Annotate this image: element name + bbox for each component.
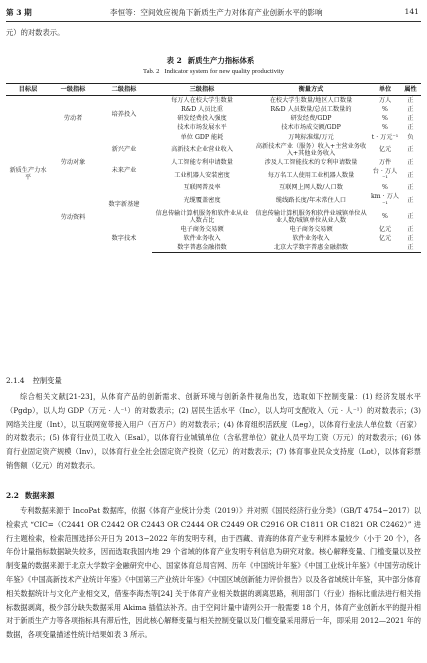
- attribute-cell: 正: [407, 124, 414, 132]
- unit-cell: t · 万元⁻¹: [371, 133, 399, 141]
- section-heading-2-2: [6, 490, 54, 501]
- page-number: 141: [404, 7, 419, 16]
- unit-cell: 万件: [378, 158, 392, 166]
- unit-cell: %: [382, 115, 388, 123]
- section-heading-2-1-4: [6, 376, 62, 386]
- section-number: 2.1.4: [6, 376, 25, 385]
- table-caption-en: [0, 68, 427, 75]
- table-row: [6, 96, 421, 106]
- unit-cell: %: [382, 106, 388, 114]
- unit-cell: %: [382, 124, 388, 132]
- measure-cell: 在校大学生数量/地区人口数量: [269, 97, 353, 104]
- level3-cell: 高新技术企业营业收入: [171, 146, 233, 154]
- level3-cell: 工业机器人安装密度: [174, 171, 230, 179]
- unit-cell: 亿元: [378, 146, 392, 154]
- header-attribute: 属性: [400, 84, 421, 96]
- measure-cell: 电子商务交易额: [289, 225, 333, 233]
- header-level3: 三级指标: [152, 84, 252, 96]
- level2-cell: [96, 133, 152, 142]
- measure-cell: 每万名工人使用工业机器人数量: [267, 171, 355, 179]
- measure-cell: 涉及人工智能技术的专利申请数量: [264, 158, 358, 166]
- level1-cell: 劳动者: [63, 115, 83, 123]
- unit-cell: %: [382, 184, 388, 192]
- paragraph-data-sources: 专利数据来源于 IncoPat 数据库，依据《体育产业统计分类（2019）》并对照《国民经济行业分类》（GB/T 4754−2017）以检索式 “CIC=（C2441 OR C2442 OR C2443 OR C2444 OR C2449 OR C2916 OR C1811 OR C1821 OR C2462）” 进行主题检索，检索范围选择公开日为 2013−2022 年的发明专利，由于西藏、青海的体育产业专利样本量较少（小于 20 个），各年份计量指标数据缺失较多，因而选取我国内地 29 个省域的体育产业发明专利信息为研究对象。核心解释变量、门槛变量以及控制变量的数据来源于北京大学数字金融研究中心、国家体育总局官网、历年《中国统计年鉴》《中国工业统计年鉴》《中国劳动统计年鉴》《中国高新技术产业统计年鉴》《中国第三产业统计年鉴》《中国区域创新能力评价报告》以及各省域统计年鉴，其中部分体育相关数据统计与文化产业相交叉，借鉴李海杰等[24] 关于体育产业相关数据的剥离思路，利用部门（行业）指标比重法进行相关指标数据剥离，极少部分缺失数据采用 Akima 插值法补齐。由于空间计量中请列公开一般需要 18 个月，体育产业创新水平的提升相对于新质生产力等各项指标具有滞后性，因此核心解释变量与相关控制变量以及门槛变量采用滞后一年，即采用 2012—2021 年的数据，各项变量描述性统计结果如表 3 所示。: [6, 506, 421, 640]
- table-body: [6, 96, 421, 253]
- unit-cell: 台 · 万人⁻¹: [372, 168, 398, 183]
- level2-cell: 培养投入: [111, 110, 137, 118]
- table-label-en: Tab. 2: [143, 68, 160, 75]
- table-caption-cn: [0, 55, 427, 66]
- header-unit: 单位: [370, 84, 400, 96]
- level3-cell: 研发经费投入强度: [177, 115, 227, 123]
- attribute-cell: 正: [407, 196, 414, 204]
- attribute-cell: 正: [407, 106, 414, 114]
- level3-cell: 数字普惠金融指数: [152, 243, 252, 253]
- level3-cell: 信息传输计算机服务和软件业从业人数占比: [155, 209, 249, 224]
- measure-cell: 北京大学数字普惠金融指数: [252, 243, 370, 253]
- level3-cell: 人工智能专利申请数量: [171, 158, 233, 166]
- section-number: 2.2: [6, 491, 19, 500]
- unit-cell: %: [382, 213, 388, 221]
- attribute-cell: 正: [407, 225, 414, 233]
- measure-cell: 信息传输计算机服务和软件业城镇单位从业人数/城镇单位从业人数: [255, 209, 367, 224]
- unit-cell: 万人: [378, 97, 392, 104]
- measure-cell: 高新技术产业（服务）收入+主营业务收入+其他业务收入: [255, 142, 367, 157]
- level1-cell: 劳动资料: [60, 214, 86, 222]
- attribute-cell: 正: [407, 146, 414, 154]
- level1-cell: 劳动对象: [60, 158, 86, 166]
- header-rule: [6, 21, 421, 22]
- unit-cell: km · 万人⁻¹: [371, 193, 399, 208]
- table-label-cn: 表 2: [166, 56, 182, 65]
- measure-cell: 缆线路长度/年末常住人口: [275, 196, 347, 204]
- attribute-cell: 正: [407, 97, 414, 104]
- unit-cell: [370, 243, 400, 253]
- attribute-cell: 负: [407, 133, 414, 141]
- level3-cell: R&D 人员比重: [181, 106, 223, 114]
- running-header: [6, 7, 421, 20]
- level3-cell: 软件业务收入: [183, 235, 221, 242]
- measure-cell: 互联网上网人数/人口数: [279, 184, 343, 192]
- target-layer-cell: 新质生产力水平: [9, 167, 47, 182]
- attribute-cell: 正: [407, 184, 414, 192]
- unit-cell: 亿元: [378, 235, 392, 242]
- level3-cell: 光缆覆盖密度: [183, 196, 221, 204]
- header-level2: 二级指标: [96, 84, 152, 96]
- attribute-cell: 正: [407, 171, 414, 179]
- attribute-cell: 正: [407, 235, 414, 242]
- unit-cell: 亿元: [378, 225, 392, 233]
- measure-cell: 研发经费/GDP: [290, 115, 332, 123]
- paragraph-control-variables: 综合相关文献[21-23]，从体育产品的创新需求、创新环境与创新条件视角出发，选取如下控制变量：(1) 经济发展水平（Pgdp），以人均 GDP（万元 · 人⁻¹）的对数表示；(2) 居民生活水平（Inc），以人均可支配收入（元 · 人⁻¹）的对数表示；(3) 网络关注度（Int），以互联网宽带接入用户（百万户）的对数表示；(4) 体育组织活跃度（Leg），以体育行业法人单位数（百家）的对数表示；(5) 体育行业员工收入（Esal），以体育行业城镇单位（含私营单位）就业人员平均工资（万元）的对数表示；(6) 体育行业固定资产规模（Inv），以体育行业全社会固定资产投资（亿元）的对数表示；(7) 体育事业民众支持度（Lot），以体育彩票销售额（亿元）的对数表示。: [6, 392, 421, 470]
- header-measure: 衡量方式: [252, 84, 370, 96]
- issue-number: 第 3 期: [6, 8, 32, 17]
- measure-cell: 万吨标准煤/万元: [288, 133, 334, 141]
- table-title-en: Indicator system for new quality productivity: [164, 68, 284, 75]
- header-level1: 一级指标: [50, 84, 96, 96]
- level3-cell: 每万人在校大学生数量: [171, 97, 233, 104]
- table-title-cn: 新质生产力指标体系: [187, 56, 255, 65]
- measure-cell: 技术市场成交额/GDP: [281, 124, 341, 132]
- attribute-cell: 正: [407, 115, 414, 123]
- level2-cell: 数字技术: [111, 235, 137, 243]
- attribute-cell: 正: [407, 213, 414, 221]
- table-header-row: [6, 84, 421, 96]
- running-title: 李恒等：空间效应视角下新质生产力对体育产业创新水平的影响: [110, 8, 323, 17]
- header-target: 目标层: [6, 84, 50, 96]
- level2-cell: 数字新基建: [108, 200, 140, 208]
- section-title: 数据来源: [24, 491, 55, 500]
- table-row: [6, 183, 421, 192]
- section-title: 控制变量: [32, 376, 62, 385]
- indicator-table: [6, 83, 421, 253]
- level3-cell: 技术市场发展水平: [177, 124, 227, 132]
- measure-cell: R&D 人员数量/总员工数量的: [270, 106, 352, 114]
- attribute-cell: 正: [407, 158, 414, 166]
- level3-cell: 单位 GDP 能耗: [180, 133, 224, 141]
- measure-cell: 软件业务收入: [292, 235, 330, 242]
- level2-cell: 新兴产业: [111, 146, 137, 154]
- table-row: [6, 142, 421, 158]
- level2-cell: 未来产业: [111, 167, 137, 174]
- level3-cell: 电子商务交易额: [180, 225, 224, 233]
- lead-text: 元）的对数表示。: [6, 28, 65, 37]
- level3-cell: 互联网普及率: [183, 184, 221, 192]
- attribute-cell: 正: [400, 243, 421, 253]
